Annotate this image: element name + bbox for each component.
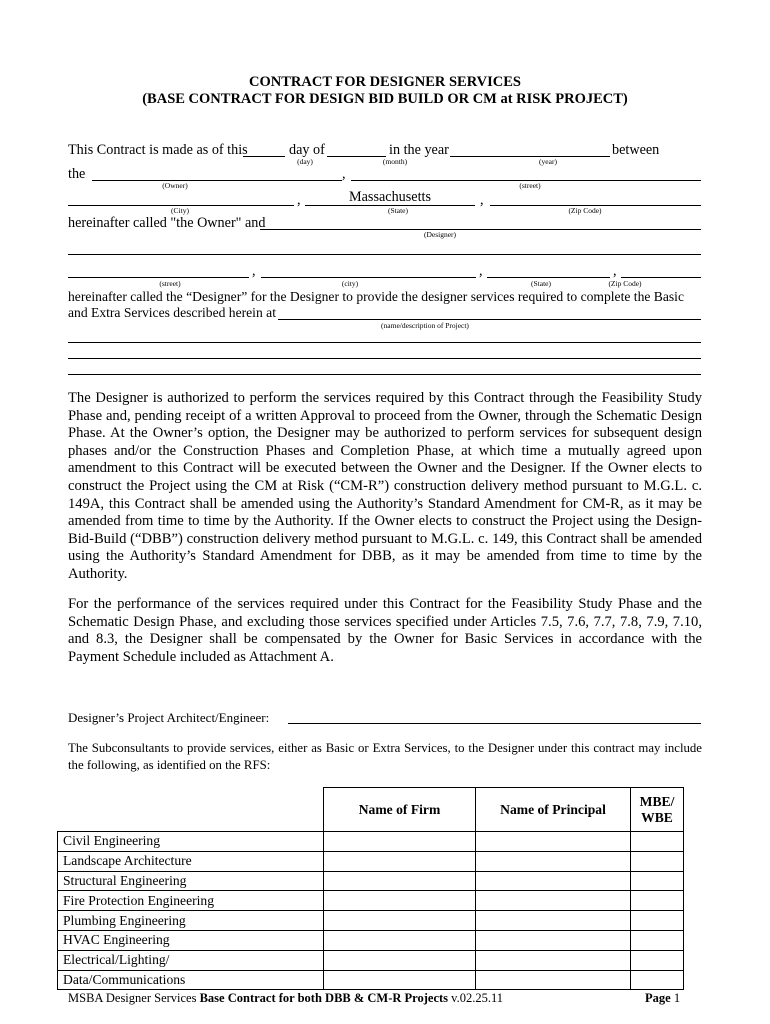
table-row: [58, 832, 684, 852]
discipline-label: Landscape Architecture: [58, 851, 324, 871]
city2-caption: (city): [341, 279, 359, 288]
discipline-label: Structural Engineering: [58, 871, 324, 891]
principal-cell[interactable]: [476, 832, 631, 852]
principal-cell[interactable]: [476, 911, 631, 931]
owner-field[interactable]: [92, 180, 342, 181]
day-field[interactable]: [243, 156, 285, 157]
day-of-text: day of: [289, 142, 325, 158]
project-field-line-2[interactable]: [68, 342, 701, 343]
principal-cell[interactable]: [476, 930, 631, 950]
comma-6: ,: [613, 263, 617, 279]
discipline-label: Fire Protection Engineering: [58, 891, 324, 911]
compensation-paragraph: For the performance of the services required under this Contract for the Feasibility Study Phase and the Schematic Design Phase, and excluding those services specified under Articles 7.5, 7.6, 7.7, 7.8, 7.9, 7.10, and 8.3, the Designer shall be compensated by the Owner for Basic Services in accordance with the Payment Schedule included as Attachment A.: [68, 596, 702, 665]
between-text: between: [612, 142, 660, 158]
document-subtitle: (BASE CONTRACT FOR DESIGN BID BUILD OR CM at RISK PROJECT): [142, 91, 628, 107]
firm-cell[interactable]: [324, 970, 476, 990]
document-title: CONTRACT FOR DESIGNER SERVICES: [249, 74, 521, 90]
street-caption: (street): [519, 181, 541, 190]
day-caption: (day): [297, 157, 313, 166]
principal-cell[interactable]: [476, 970, 631, 990]
mbe-wbe-cell[interactable]: [631, 970, 684, 990]
street2-caption: (street): [159, 279, 181, 288]
firm-cell[interactable]: [324, 930, 476, 950]
firm-cell[interactable]: [324, 891, 476, 911]
zip-caption: (Zip Code): [568, 206, 602, 215]
discipline-label: HVAC Engineering: [58, 930, 324, 950]
owner-called-text: hereinafter called "the Owner" and: [68, 215, 266, 231]
state2-caption: (State): [531, 279, 551, 288]
header-name-of-firm: Name of Firm: [324, 788, 476, 832]
in-the-year-text: in the year: [389, 142, 449, 158]
mbe-wbe-cell[interactable]: [631, 911, 684, 931]
comma-1: ,: [342, 166, 346, 182]
state-caption: (State): [388, 206, 408, 215]
project-field-line-4[interactable]: [68, 374, 701, 375]
owner-caption: (Owner): [162, 181, 188, 190]
mbe-wbe-cell[interactable]: [631, 930, 684, 950]
discipline-label: Data/Communications: [58, 970, 324, 990]
extra-services-text: and Extra Services described herein at: [68, 305, 276, 320]
state-value[interactable]: Massachusetts: [349, 189, 431, 205]
mbe-wbe-cell[interactable]: [631, 891, 684, 911]
mbe-wbe-cell[interactable]: [631, 950, 684, 970]
firm-cell[interactable]: [324, 911, 476, 931]
month-caption: (month): [382, 157, 408, 166]
designer-state-field[interactable]: [487, 277, 610, 278]
the-text: the: [68, 166, 86, 182]
discipline-label: Plumbing Engineering: [58, 911, 324, 931]
table-row: [58, 851, 684, 871]
page-number: Page 1: [645, 991, 681, 1005]
city-caption: (City): [171, 206, 189, 215]
project-field-line-3[interactable]: [68, 358, 701, 359]
header-mbe-wbe: MBE/ WBE: [631, 788, 684, 832]
designer-street-field[interactable]: [68, 277, 249, 278]
mbe-wbe-cell[interactable]: [631, 832, 684, 852]
designer-field[interactable]: [260, 229, 701, 230]
made-as-of-text: This Contract is made as of this: [68, 142, 248, 158]
header-name-of-principal: Name of Principal: [476, 788, 631, 832]
table-row: [58, 891, 684, 911]
year-caption: (year): [539, 157, 557, 166]
principal-cell[interactable]: [476, 950, 631, 970]
designer-called-text: hereinafter called the “Designer” for the Designer to provide the designer services required to complete the Basic: [68, 289, 684, 304]
designer-city-field[interactable]: [261, 277, 476, 278]
project-field[interactable]: [278, 319, 701, 320]
discipline-label: Electrical/Lighting/: [58, 950, 324, 970]
firm-cell[interactable]: [324, 950, 476, 970]
table-row: [58, 871, 684, 891]
table-row: [58, 930, 684, 950]
table-header-row: [58, 788, 684, 832]
principal-cell[interactable]: [476, 891, 631, 911]
authorization-paragraph: The Designer is authorized to perform the services required by this Contract through the Feasibility Study Phase and, pending receipt of a written Approval to proceed from the Owner, through the Schematic Design Phase. At the Owner’s option, the Designer may be authorized to perform services for subsequent design phases and/or the Construction Phases and Completion Phase, at which time a mutually agreed upon amendment to this Contract will be executed between the Owner and the Designer. If the Owner elects to construct the Project using the CM at Risk (“CM-R”) construction delivery method pursuant to M.G.L. c. 149A, this Contract shall be amended using the Authority’s Standard Amendment for CM-R, as it may be amended from time to time by the Authority. If the Owner elects to construct the Project using the Design-Bid-Build (“DBB”) construction delivery method pursuant to M.G.L. c. 149, this Contract shall be amended using the Authority’s Standard Amendment for DBB, as it may be amended from time to time by the Authority.: [68, 390, 702, 582]
zip2-caption: (Zip Code): [608, 279, 642, 288]
firm-cell[interactable]: [324, 871, 476, 891]
footer-text: MSBA Designer Services Base Contract for both DBB & CM-R Projects v.02.25.11: [68, 991, 504, 1005]
architect-field[interactable]: [288, 723, 701, 724]
mbe-wbe-cell[interactable]: [631, 851, 684, 871]
table-row: [58, 911, 684, 931]
designer-zip-field[interactable]: [621, 277, 701, 278]
mbe-wbe-cell[interactable]: [631, 871, 684, 891]
table-row: [58, 970, 684, 990]
firm-cell[interactable]: [324, 832, 476, 852]
designer-caption: (Designer): [423, 230, 457, 239]
principal-cell[interactable]: [476, 851, 631, 871]
comma-2: ,: [297, 192, 301, 208]
principal-cell[interactable]: [476, 871, 631, 891]
project-caption: (name/description of Project): [381, 321, 469, 330]
discipline-label: Civil Engineering: [58, 832, 324, 852]
subconsultants-table: [57, 787, 684, 990]
comma-4: ,: [252, 263, 256, 279]
subconsultants-paragraph: The Subconsultants to provide services, either as Basic or Extra Services, to the Designer under this contract may include the following, as identified on the RFS:: [68, 741, 702, 772]
comma-3: ,: [480, 192, 484, 208]
firm-cell[interactable]: [324, 851, 476, 871]
comma-5: ,: [479, 263, 483, 279]
architect-label: Designer’s Project Architect/Engineer:: [68, 710, 270, 725]
table-row: [58, 950, 684, 970]
designer-field-line-2[interactable]: [68, 254, 701, 255]
